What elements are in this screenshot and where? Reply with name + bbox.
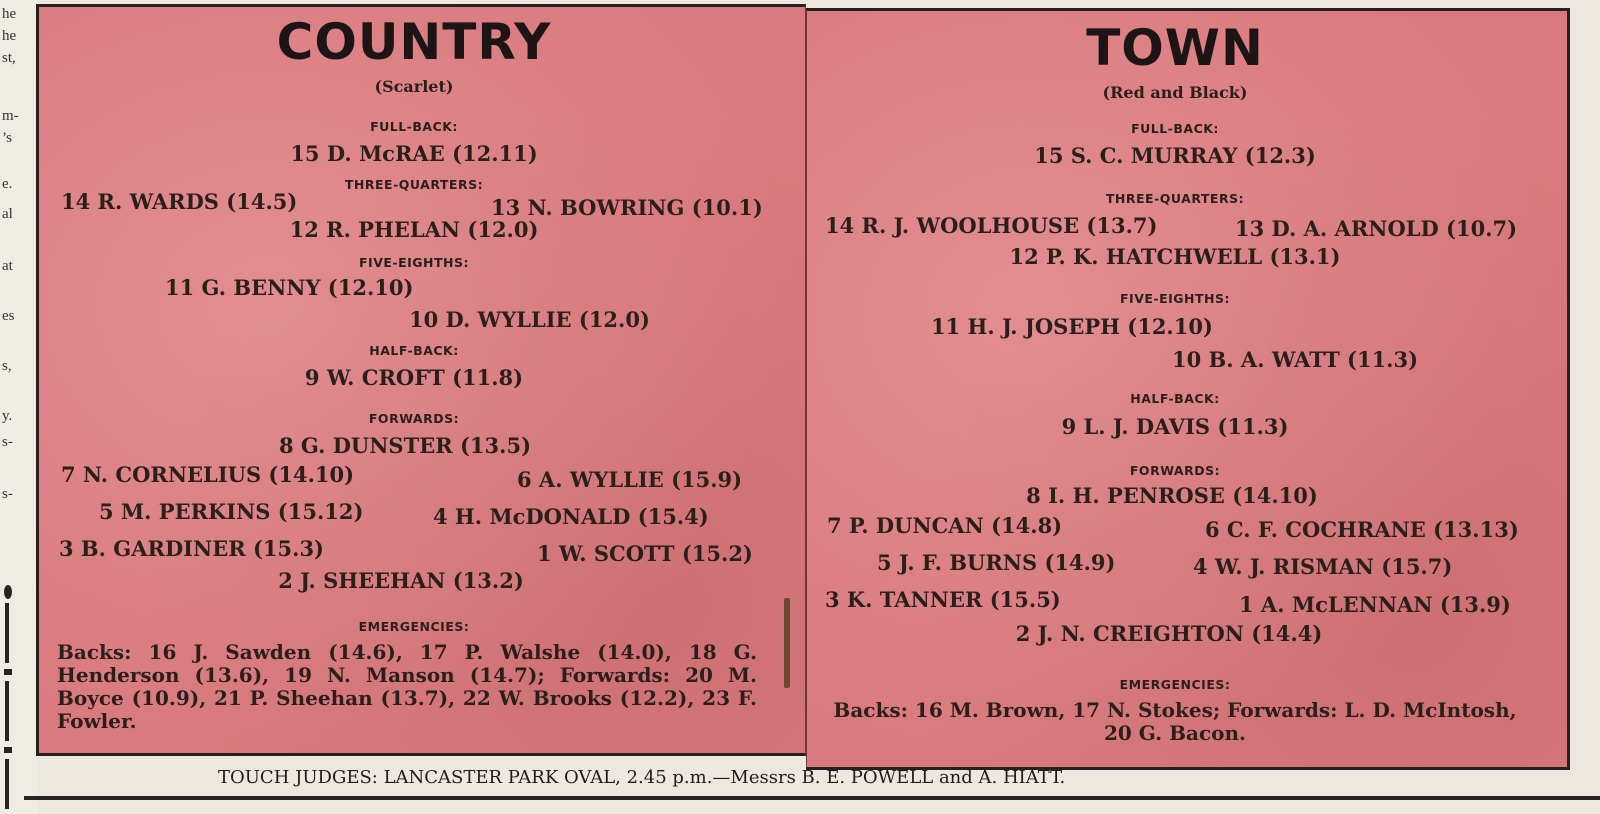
player-12: 12 R. PHELAN (12.0): [289, 217, 539, 242]
player-3: 3 B. GARDINER (15.3): [59, 536, 324, 561]
position-label-three-quarters: THREE-QUARTERS:: [344, 177, 484, 192]
position-label-five-eighths: FIVE-EIGHTHS:: [359, 255, 469, 270]
edge-fragment: m-: [2, 108, 19, 124]
player-14: 14 R. WARDS (14.5): [61, 189, 298, 214]
position-label-five-eighths: FIVE-EIGHTHS:: [1120, 291, 1230, 306]
player-5: 5 J. F. BURNS (14.9): [877, 550, 1116, 575]
edge-fragment: he: [2, 6, 17, 22]
emergencies-list: Backs: 16 M. Brown, 17 N. Stokes; Forwards: L. D. McIntosh, 20 G. Bacon.: [833, 698, 1517, 745]
edge-fragment: at: [2, 258, 13, 274]
player-4: 4 H. McDONALD (15.4): [433, 504, 709, 529]
position-label-three-quarters: THREE-QUARTERS:: [1105, 191, 1245, 206]
edge-fragment: al: [2, 206, 13, 222]
team-title: TOWN: [1086, 19, 1264, 77]
player-10: 10 D. WYLLIE (12.0): [409, 307, 650, 332]
position-label-forwards: FORWARDS:: [1129, 463, 1221, 478]
position-label-full-back: FULL-BACK:: [370, 119, 458, 134]
player-8: 8 I. H. PENROSE (14.10): [1026, 483, 1318, 508]
player-5: 5 M. PERKINS (15.12): [99, 499, 364, 524]
edge-fragment: y.: [2, 408, 13, 424]
player-14: 14 R. J. WOOLHOUSE (13.7): [825, 213, 1158, 238]
edge-fragment: ’s: [2, 130, 13, 146]
bottom-rule: [24, 796, 1600, 800]
adjacent-page-edge: [0, 0, 38, 814]
team-colours: (Scarlet): [374, 77, 454, 96]
edge-fragment: he: [2, 28, 17, 44]
player-2: 2 J. N. CREIGHTON (14.4): [1015, 621, 1323, 646]
player-8: 8 G. DUNSTER (13.5): [278, 433, 532, 458]
player-7: 7 N. CORNELIUS (14.10): [61, 462, 355, 487]
player-9: 9 W. CROFT (11.8): [304, 365, 524, 390]
position-label-forwards: FORWARDS:: [368, 411, 460, 426]
edge-fragment: st,: [2, 50, 16, 66]
player-1: 1 W. SCOTT (15.2): [537, 541, 753, 566]
player-6: 6 A. WYLLIE (15.9): [517, 467, 743, 492]
position-label-half-back: HALF-BACK:: [1130, 391, 1220, 406]
position-label-emergencies: EMERGENCIES:: [358, 619, 470, 634]
emergencies-list: Backs: 16 J. Sawden (14.6), 17 P. Walshe (14.0), 18 G. Henderson (13.6), 19 N. Manson (14.7); Forwards: 20 M. Boyce (10.9), 21 P. Sheehan (13.7), 22 W. Brooks (12.2), 23 F. Fowler.: [57, 640, 757, 733]
player-10: 10 B. A. WATT (11.3): [1172, 347, 1419, 372]
edge-fragment: s,: [2, 358, 12, 374]
player-2: 2 J. SHEEHAN (13.2): [278, 568, 524, 593]
country-team-panel: [36, 4, 806, 756]
player-15: 15 D. McRAE (12.11): [290, 141, 538, 166]
town-team-panel: [806, 8, 1570, 770]
edge-fragment: s-: [2, 486, 13, 502]
player-9: 9 L. J. DAVIS (11.3): [1061, 414, 1289, 439]
player-12: 12 P. K. HATCHWELL (13.1): [1009, 244, 1341, 269]
player-3: 3 K. TANNER (15.5): [825, 587, 1061, 612]
position-label-full-back: FULL-BACK:: [1131, 121, 1219, 136]
player-13: 13 D. A. ARNOLD (10.7): [1235, 216, 1518, 241]
player-11: 11 G. BENNY (12.10): [165, 275, 414, 300]
player-15: 15 S. C. MURRAY (12.3): [1034, 143, 1316, 168]
player-4: 4 W. J. RISMAN (15.7): [1193, 554, 1453, 579]
position-label-half-back: HALF-BACK:: [369, 343, 459, 358]
ornament-border-icon: [4, 585, 10, 810]
binding-staple: [784, 598, 790, 688]
position-label-emergencies: EMERGENCIES:: [1119, 677, 1231, 692]
edge-fragment: e.: [2, 176, 13, 192]
player-7: 7 P. DUNCAN (14.8): [827, 513, 1063, 538]
player-13: 13 N. BOWRING (10.1): [491, 195, 763, 220]
team-colours: (Red and Black): [1102, 83, 1248, 102]
player-11: 11 H. J. JOSEPH (12.10): [931, 314, 1213, 339]
player-1: 1 A. McLENNAN (13.9): [1239, 592, 1511, 617]
touch-judges-note: TOUCH JUDGES: LANCASTER PARK OVAL, 2.45 p.m.—Messrs B. E. POWELL and A. HIATT.: [218, 767, 1066, 788]
edge-fragment: s-: [2, 434, 13, 450]
player-6: 6 C. F. COCHRANE (13.13): [1205, 517, 1519, 542]
edge-fragment: es: [2, 308, 15, 324]
team-title: COUNTRY: [276, 13, 552, 71]
